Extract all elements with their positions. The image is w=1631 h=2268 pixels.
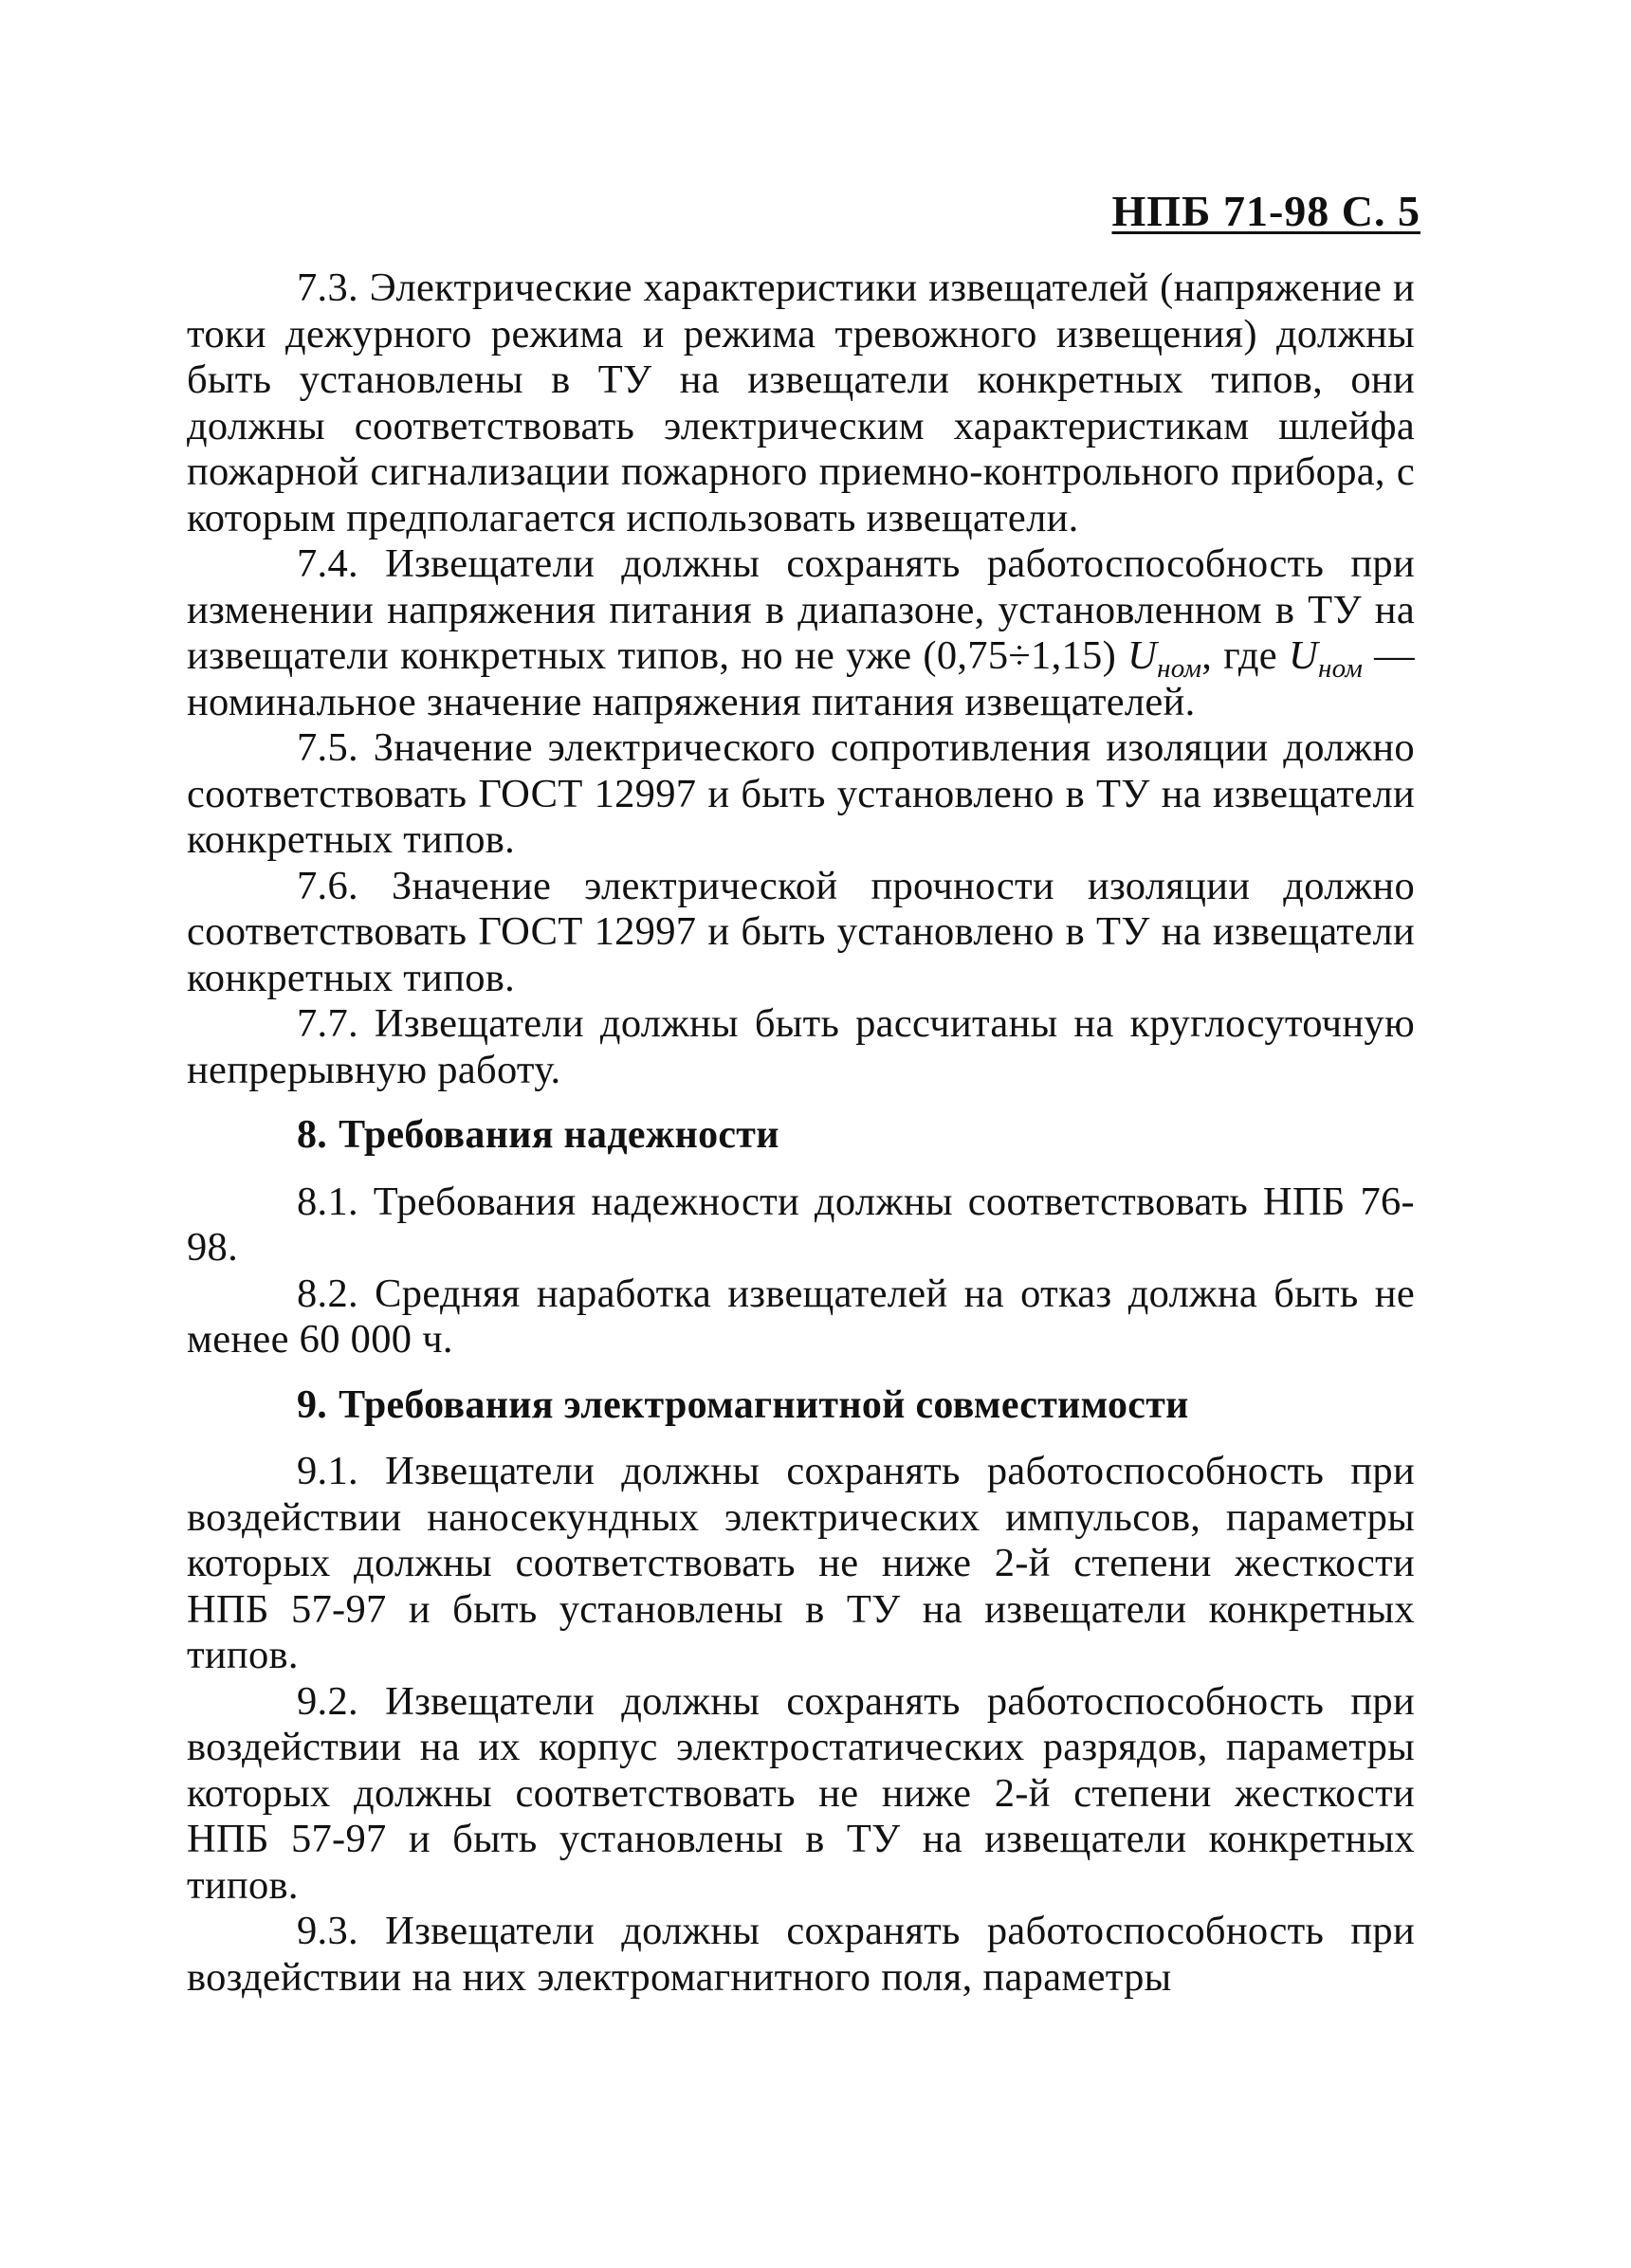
section-8-title: Требования надежности xyxy=(339,1113,779,1157)
section-9-title: Требования электромагнитной совместимости xyxy=(339,1382,1189,1427)
paragraph-7-5: 7.5. Значение электрического сопротивления изоляции должно соответствовать ГОСТ 12997 и быть установлено в ТУ на извещатели конкретных типов. xyxy=(187,725,1415,862)
paragraph-7-6: 7.6. Значение электрической прочности изоляции должно соответствовать ГОСТ 12997 и быть установлено в ТУ на извещатели конкретных типов. xyxy=(187,863,1415,1000)
paragraph-9-3: 9.3. Извещатели должны сохранять работоспособность при воздействии на них электромагнитного поля, параметры xyxy=(187,1909,1415,2000)
paragraph-7-4 xyxy=(187,541,1415,725)
paragraph-7-4-text-3: — номинальное значение напряжения питания извещателей. xyxy=(187,633,1415,724)
paragraph-7-7: 7.7. Извещатели должны быть рассчитаны на круглосуточную непрерывную работу. xyxy=(187,1001,1415,1092)
paragraph-7-4-text-1: 7.4. Извещатели должны сохранять работоспособность при изменении напряжения питания в диапазоне, установленном в ТУ на извещатели конкретных типов, но не уже (0,75÷1,15) xyxy=(187,541,1415,678)
u-nom-subscript: ном xyxy=(1157,653,1202,684)
u-nom-letter: U xyxy=(1127,633,1158,678)
section-9-number: 9. xyxy=(297,1382,328,1427)
u-nom-subscript: ном xyxy=(1317,653,1364,684)
paragraph-7-4-text-2: , где xyxy=(1201,633,1277,678)
paragraph-8-1: 8.1. Требования надежности должны соответствовать НПБ 76-98. xyxy=(187,1179,1415,1270)
u-nom-symbol xyxy=(1127,633,1202,684)
u-nom-symbol xyxy=(1288,633,1364,684)
paragraph-7-3: 7.3. Электрические характеристики извещателей (напряжение и токи дежурного режима и режима тревожного извещения) должны быть установлены в ТУ на извещатели конкретных типов, они должны соответствовать электрическим характеристикам шлейфа пожарной сигнализации пожарного приемно-контрольного прибора, с которым предполагается использовать извещатели. xyxy=(187,265,1415,540)
running-header: НПБ 71-98 С. 5 xyxy=(1111,187,1420,235)
paragraph-8-2: 8.2. Средняя наработка извещателей на отказ должна быть не менее 60 000 ч. xyxy=(187,1271,1415,1362)
page-content xyxy=(187,265,1415,2001)
section-8-heading xyxy=(187,1112,1415,1159)
section-9-heading xyxy=(187,1382,1415,1429)
section-8-number: 8. xyxy=(297,1113,328,1157)
paragraph-9-2: 9.2. Извещатели должны сохранять работоспособность при воздействии на их корпус электростатических разрядов, параметры которых должны соответствовать не ниже 2-й степени жесткости НПБ 57-97 и быть установлены в ТУ на извещатели конкретных типов. xyxy=(187,1678,1415,1908)
u-nom-letter: U xyxy=(1288,633,1318,678)
paragraph-9-1: 9.1. Извещатели должны сохранять работоспособность при воздействии наносекундных электрических импульсов, параметры которых должны соответствовать не ниже 2-й степени жесткости НПБ 57-97 и быть установлены в ТУ на извещатели конкретных типов. xyxy=(187,1449,1415,1677)
